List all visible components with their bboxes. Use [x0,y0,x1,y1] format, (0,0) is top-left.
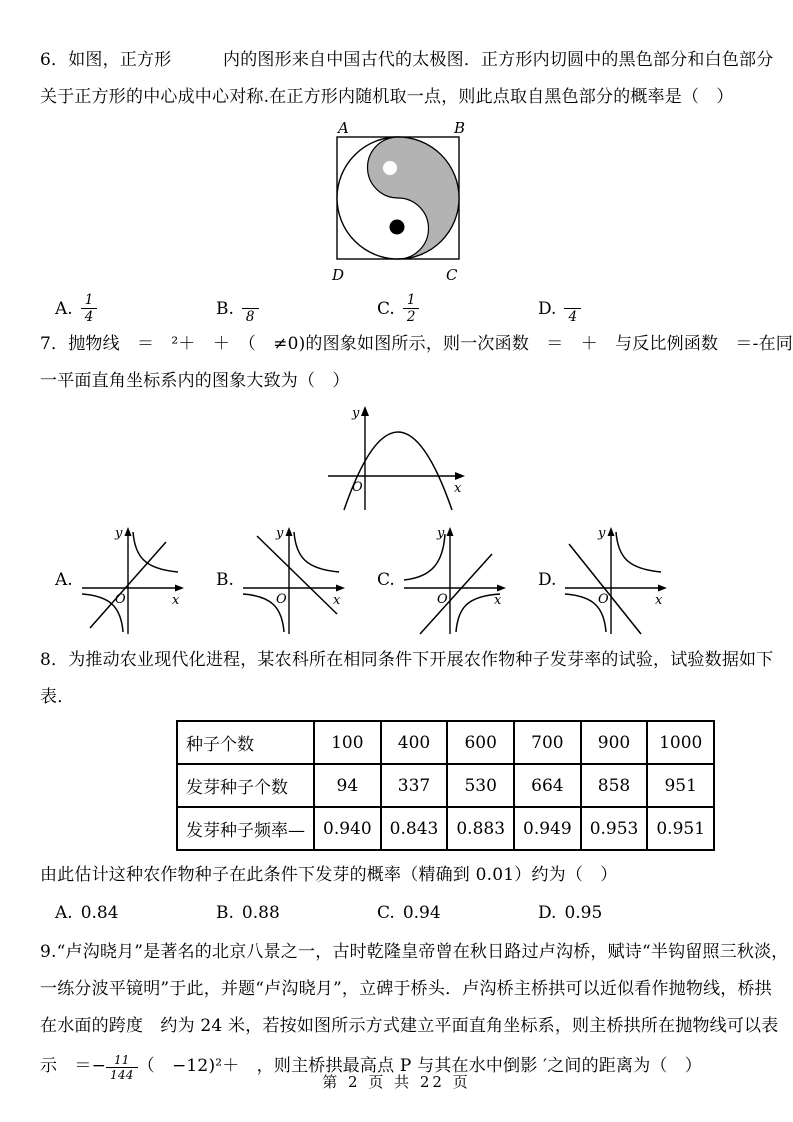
option-b-graph [236,524,354,636]
table-row-seed-count [177,721,714,764]
fraction-denominator: 144 [110,1068,134,1082]
option-label: A. [55,299,73,319]
table-cell: 0.940 [314,807,381,850]
table-cell: 400 [381,721,448,764]
y-axis-label: y [275,526,284,541]
table-cell: 530 [447,764,514,807]
table-cell: 0.843 [381,807,448,850]
option-label: B. [216,903,234,923]
question-9-line-3: 在水面的跨度 约为 24 米，若按如图所示方式建立平面直角坐标系，则主桥拱所在抛物线可以表 [40,1016,779,1036]
q6-option-a [55,292,216,326]
table-cell: 664 [514,764,581,807]
table-row-germination-frequency [177,807,714,850]
option-label: B. [216,570,234,590]
q7-option-d [538,524,699,636]
option-label: B. [216,299,234,319]
table-cell: 1000 [647,721,714,764]
origin-label: O [598,592,610,607]
parabola-graph [318,404,478,512]
option-label: C. [377,299,395,319]
x-axis-label: x [655,593,663,608]
question-7-line-2: 一平面直角坐标系内的图象大致为（ ） [40,371,350,391]
origin-label: O [351,480,363,495]
y-axis-arrow-icon [124,527,131,536]
x-axis-label: x [171,593,180,608]
x-axis-label: x [453,481,461,496]
option-value: 0.94 [402,903,441,923]
option-d-graph [558,524,676,636]
table-cell: 337 [381,764,448,807]
question-9-line-1: 9.“卢沟晓月”是著名的北京八景之一，古时乾隆皇帝曾在秋日路过卢沟桥，赋诗“半钩留照三秋淡， [40,942,789,962]
q6-options-row [40,292,755,326]
q7-parabola-figure [40,404,755,516]
table-cell: 100 [314,721,381,764]
x-axis-arrow-icon [658,585,667,592]
origin-label: O [114,592,126,607]
q6-option-b [216,292,377,326]
table-cell: 900 [581,721,648,764]
hyperbola-branch-q1 [294,532,339,572]
linear-function-line [569,544,641,634]
option-label: D. [538,299,557,319]
q8-option-d [538,896,699,930]
table-cell: 858 [581,764,648,807]
q8-options-row [40,896,755,930]
table-cell: 700 [514,721,581,764]
fraction [242,294,259,325]
option-label: A. [55,903,73,923]
row-header: 发芽种子个数 [177,764,314,807]
y-axis-arrow-icon [285,527,292,536]
row-header: 发芽种子频率— [177,807,314,850]
fraction [81,293,98,325]
table-cell: 0.953 [581,807,648,850]
germination-data-table [176,720,715,851]
page-footer: 第 2 页 共 22 页 [322,1073,471,1091]
x-axis-arrow-icon [455,472,465,480]
q8-option-b [216,896,377,930]
q7-options-row [40,524,755,636]
q8-option-a [55,896,216,930]
option-c-graph [397,524,515,636]
fraction-numerator: 1 [403,293,420,309]
option-value: 0.95 [564,903,603,923]
corner-label-a: A [337,119,349,137]
option-label: D. [538,570,557,590]
q6-option-d [538,292,699,326]
y-axis-label: y [351,406,359,421]
question-9-line-2: 一练分波平镜明”于此，并题“卢沟晓月”，立碑于桥头．卢沟桥主桥拱可以近似看作抛物线，桥拱 [40,979,772,999]
option-value: 0.84 [80,903,119,923]
corner-label-d: D [331,266,344,284]
y-axis-arrow-icon [361,406,369,416]
q8-option-c [377,896,538,930]
question-8-line-2: 表． [40,687,75,707]
fraction-numerator: 1 [81,293,98,309]
table-cell: 0.949 [514,807,581,850]
option-label: D. [538,903,557,923]
fraction-numerator [242,294,259,309]
fraction [564,294,581,325]
fraction-numerator [564,294,581,309]
option-a-graph [75,524,193,636]
option-label: C. [377,903,395,923]
fraction-denominator: 4 [84,309,94,325]
fraction-denominator: 4 [568,308,578,325]
fraction-denominator: 2 [406,309,416,325]
x-axis-arrow-icon [336,585,345,592]
question-8-line-3: 由此估计这种农作物种子在此条件下发芽的概率（精确到 0.01）约为（ ） [40,865,618,885]
linear-function-line [420,554,492,634]
question-8-line-1: 8．为推动农业现代化进程，某农科所在相同条件下开展农作物种子发芽率的试验，试验数据如下 [40,650,774,670]
x-axis-label: x [332,593,341,608]
table-cell: 0.951 [647,807,714,850]
y-axis-label: y [598,526,606,541]
row-header: 种子个数 [177,721,314,764]
taiji-diagram [318,120,478,286]
hyperbola-branch-q1 [133,532,178,572]
question-6-line-1: 6．如图，正方形 内的图形来自中国古代的太极图．正方形内切圆中的黑色部分和白色部分 [40,50,774,70]
fraction-denominator: 8 [245,308,255,325]
table-cell: 0.883 [447,807,514,850]
table-row-germinated-count [177,764,714,807]
question-7-line-1: 7．抛物线 ＝ ²＋ ＋ （ ≠0)的图象如图所示，则一次函数 ＝ ＋ 与反比例函数 ＝-在同 [40,334,793,354]
x-axis-label: x [493,593,502,608]
x-axis-arrow-icon [497,585,506,592]
table-cell: 600 [447,721,514,764]
option-label: C. [377,570,395,590]
black-dot [389,220,404,235]
option-label: A. [55,570,73,590]
fraction-numerator: 11 [106,1054,138,1068]
q6-taiji-figure [40,120,755,290]
y-axis-arrow-icon [608,527,615,536]
origin-label: O [436,592,448,607]
q6-option-c [377,292,538,326]
table-cell: 951 [647,764,714,807]
y-axis-label: y [436,526,445,541]
x-axis-arrow-icon [175,585,184,592]
q7-option-c [377,524,538,636]
corner-label-b: B [453,119,465,137]
table-cell: 94 [314,764,381,807]
formula-suffix: （ −12)²＋ ，则主桥拱最高点 P 与其在水中倒影 ′之间的距离为（ ） [137,1056,702,1076]
fraction [403,293,420,325]
corner-label-c: C [445,266,457,284]
option-value: 0.88 [241,903,280,923]
question-6-line-2: 关于正方形的中心成中心对称.在正方形内随机取一点，则此点取自黑色部分的概率是（ ） [40,87,734,107]
hyperbola-branch-q1 [616,532,661,572]
white-dot [383,161,397,175]
formula-prefix: 示 ＝− [40,1056,107,1076]
origin-label: O [275,592,287,607]
q7-option-b [216,524,377,636]
q7-option-a [55,524,216,636]
y-axis-arrow-icon [446,527,453,536]
parabola-curve [344,432,452,510]
y-axis-label: y [114,526,123,541]
